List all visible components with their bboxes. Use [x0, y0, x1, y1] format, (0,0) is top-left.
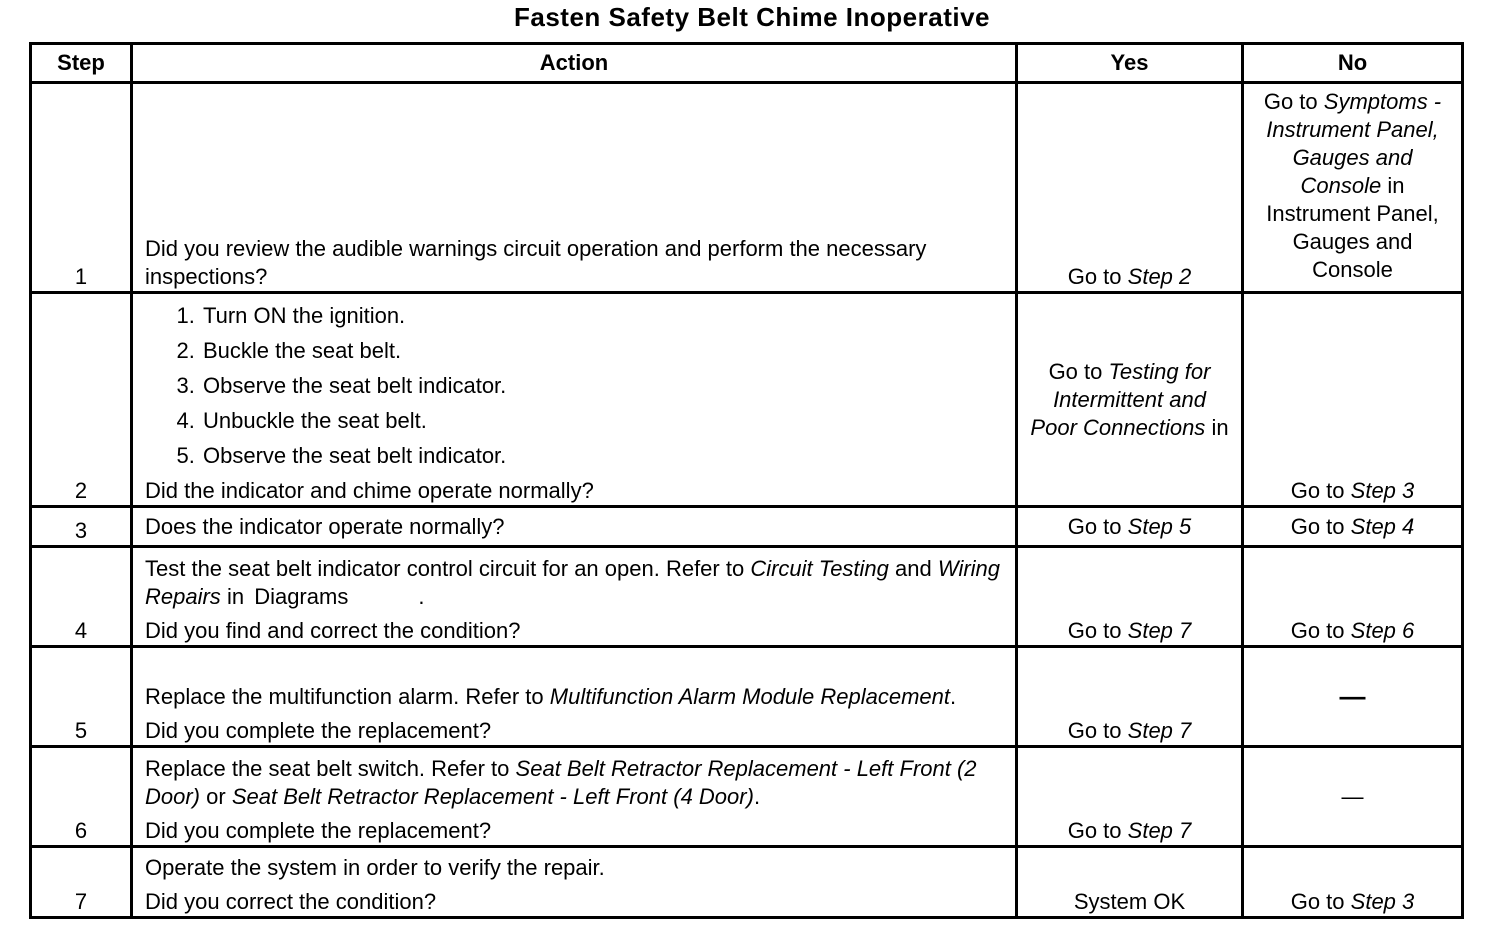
- action-cell: [132, 547, 1017, 647]
- action-doc-ref: Diagrams: [254, 584, 349, 609]
- table-row: [31, 747, 1463, 847]
- step-number: 2: [31, 293, 132, 507]
- action-cell: [132, 83, 1017, 293]
- action-ref-link[interactable]: Wiring Repairs: [145, 556, 1001, 609]
- action-text: Operate the system in order to verify the repair.: [145, 855, 605, 880]
- header-yes: Yes: [1017, 44, 1243, 83]
- action-question: Did you correct the condition?: [145, 889, 437, 914]
- no-link[interactable]: Step 3: [1350, 889, 1415, 914]
- yes-link[interactable]: Step 2: [1127, 264, 1192, 289]
- yes-cell: [1017, 847, 1243, 918]
- procedure-step: 4. Unbuckle the seat belt.: [201, 407, 1003, 435]
- yes-prefix: Go to: [1067, 618, 1122, 643]
- action-cell: [132, 847, 1017, 918]
- action-cell: [132, 647, 1017, 747]
- yes-cell: [1017, 83, 1243, 293]
- action-question: Did you complete the replacement?: [145, 718, 492, 743]
- action-text: [145, 555, 1003, 611]
- action-text: [145, 683, 1003, 711]
- no-suffix: in Instrument Panel, Gauges and Console: [1266, 173, 1439, 282]
- step-number: 1: [31, 83, 132, 293]
- no-cell: [1243, 547, 1463, 647]
- table-row: [31, 647, 1463, 747]
- no-link[interactable]: Step 6: [1350, 618, 1415, 643]
- no-cell: [1243, 507, 1463, 547]
- table-row: [31, 83, 1463, 293]
- step-number: 4: [31, 547, 132, 647]
- procedure-step: 1. Turn ON the ignition.: [201, 302, 1003, 330]
- no-link[interactable]: Step 3: [1350, 478, 1415, 503]
- action-cell: [132, 293, 1017, 507]
- action-ref-link[interactable]: Seat Belt Retractor Replacement - Left Front (4 Door): [231, 784, 754, 809]
- no-prefix: Go to: [1290, 618, 1345, 643]
- yes-prefix: Go to: [1067, 718, 1122, 743]
- no-cell: [1243, 83, 1463, 293]
- step-number: 7: [31, 847, 132, 918]
- no-dash: —: [1341, 783, 1364, 809]
- yes-link[interactable]: Testing for Intermittent and Poor Connections: [1030, 358, 1211, 440]
- procedure-list: [145, 302, 1003, 470]
- action-pre: Replace the seat belt switch. Refer to: [145, 756, 510, 781]
- action-cell: [132, 747, 1017, 847]
- table-row: [31, 293, 1463, 507]
- yes-link[interactable]: Step 7: [1127, 718, 1192, 743]
- action-question: Did you complete the replacement?: [145, 818, 492, 843]
- no-cell: [1243, 747, 1463, 847]
- yes-prefix: Go to: [1067, 513, 1122, 539]
- yes-cell: [1017, 647, 1243, 747]
- no-prefix: Go to: [1290, 478, 1345, 503]
- no-cell: [1243, 847, 1463, 918]
- table-row: [31, 507, 1463, 547]
- yes-prefix: Go to: [1067, 264, 1122, 289]
- action-text: [145, 755, 1003, 811]
- no-dash: —: [1339, 680, 1366, 711]
- yes-prefix: Go to: [1048, 358, 1103, 384]
- header-row: [31, 44, 1463, 83]
- no-cell: [1243, 647, 1463, 747]
- action-ref-link[interactable]: Multifunction Alarm Module Replacement: [549, 684, 951, 709]
- action-post: in: [226, 584, 245, 609]
- no-prefix: Go to: [1290, 889, 1345, 914]
- yes-suffix: in: [1211, 414, 1229, 440]
- step-number: 3: [31, 507, 132, 547]
- action-pre: Replace the multifunction alarm. Refer to: [145, 684, 544, 709]
- no-prefix: Go to: [1263, 89, 1318, 114]
- action-text: Does the indicator operate normally?: [145, 513, 505, 539]
- yes-link[interactable]: Step 7: [1127, 818, 1192, 843]
- action-question: Did the indicator and chime operate normally?: [145, 478, 594, 503]
- action-mid: and: [895, 556, 932, 581]
- no-link[interactable]: Step 4: [1350, 513, 1415, 539]
- table-row: [31, 847, 1463, 918]
- header-action: Action: [132, 44, 1017, 83]
- yes-cell: [1017, 293, 1243, 507]
- action-mid: or: [206, 784, 226, 809]
- procedure-step: 3. Observe the seat belt indicator.: [201, 372, 1003, 400]
- diagnostic-table: [29, 42, 1464, 919]
- action-pre: Test the seat belt indicator control circuit for an open. Refer to: [145, 556, 745, 581]
- action-question: Did you find and correct the condition?: [145, 618, 521, 643]
- action-end: .: [418, 584, 425, 609]
- yes-cell: [1017, 747, 1243, 847]
- procedure-step: 2. Buckle the seat belt.: [201, 337, 1003, 365]
- header-no: No: [1243, 44, 1463, 83]
- no-prefix: Go to: [1290, 513, 1345, 539]
- yes-cell: [1017, 547, 1243, 647]
- yes-link[interactable]: Step 7: [1127, 618, 1192, 643]
- page-title: Fasten Safety Belt Chime Inoperative: [513, 2, 991, 32]
- yes-link[interactable]: Step 5: [1127, 513, 1192, 539]
- action-end: .: [753, 784, 761, 809]
- yes-cell: [1017, 507, 1243, 547]
- action-ref-link[interactable]: Circuit Testing: [750, 556, 889, 581]
- action-end: .: [950, 684, 957, 709]
- action-ref-link[interactable]: Seat Belt Retractor Replacement - Left Front (2 Door): [145, 756, 977, 809]
- action-cell: [132, 507, 1017, 547]
- procedure-step: 5. Observe the seat belt indicator.: [201, 442, 1003, 470]
- header-step: Step: [31, 44, 132, 83]
- no-cell: [1243, 293, 1463, 507]
- step-number: 6: [31, 747, 132, 847]
- yes-text: System OK: [1073, 889, 1186, 914]
- step-number: 5: [31, 647, 132, 747]
- action-text: Did you review the audible warnings circuit operation and perform the necessary inspections?: [145, 236, 927, 289]
- table-row: [31, 547, 1463, 647]
- no-link[interactable]: Symptoms - Instrument Panel, Gauges and Console: [1266, 89, 1442, 198]
- yes-prefix: Go to: [1067, 818, 1122, 843]
